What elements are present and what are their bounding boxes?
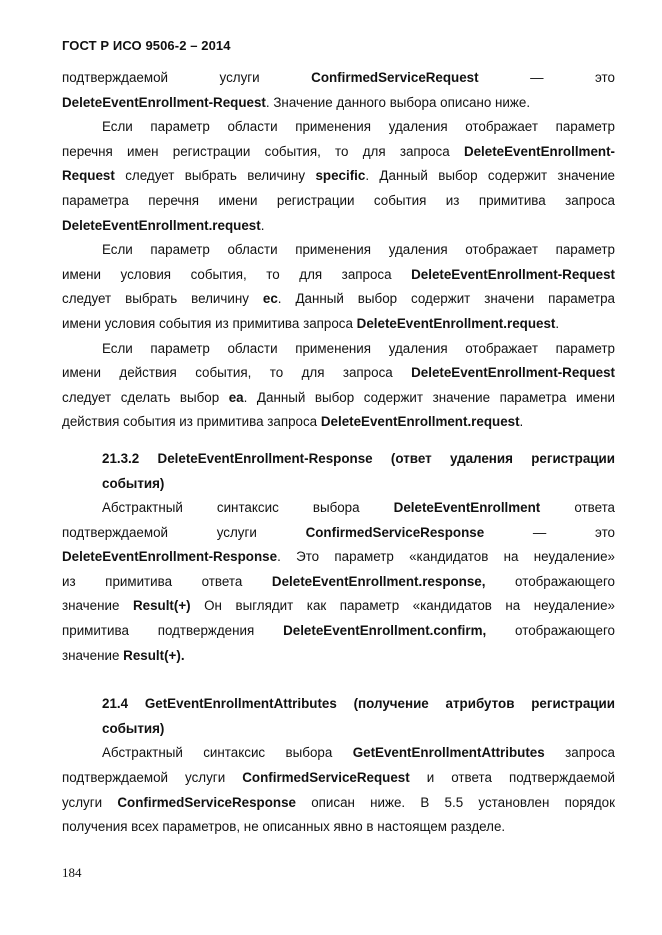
text-line <box>62 619 615 644</box>
text-span: — это <box>484 524 615 540</box>
bold-term: DeleteEventEnrollment.confirm, <box>283 623 487 639</box>
text-span: и ответа подтверждаемой <box>409 770 615 786</box>
text-line <box>62 287 615 312</box>
text-span: . Данный выбор содержит значение <box>365 168 615 184</box>
bold-term: ea <box>228 389 244 405</box>
text-span: Если параметр области применения удаления отображает параметр <box>102 340 615 356</box>
bold-term: 21.4 GetEventEnrollmentAttributes (получение атрибутов регистрации <box>102 696 615 712</box>
text-span: описан ниже. В 5.5 установлен порядок <box>295 794 615 810</box>
bold-term: DeleteEventEnrollment <box>393 500 541 516</box>
text-span: имени условия события из примитива запроса <box>62 315 357 331</box>
text-line <box>62 140 615 165</box>
bold-term: DeleteEventEnrollment.request <box>62 217 261 233</box>
bold-term: события) <box>102 720 165 736</box>
section-heading <box>62 692 615 717</box>
bold-term: DeleteEventEnrollment-Request <box>62 94 266 110</box>
text-span: значение <box>62 598 133 614</box>
text-line <box>62 164 615 189</box>
document-header: ГОСТ Р ИСО 9506-2 – 2014 <box>62 38 231 53</box>
text-span: действия события из примитива запроса <box>62 414 321 430</box>
paragraph-first-line <box>62 741 615 766</box>
text-span: запроса <box>544 745 615 761</box>
text-span: следует выбрать величину <box>62 291 263 307</box>
text-span: имени действия события, то для запроса <box>62 365 412 381</box>
text-span: подтверждаемой услуги <box>62 524 306 540</box>
text-span: услуги <box>168 70 312 85</box>
text-line <box>62 386 615 411</box>
text-line <box>62 570 615 595</box>
text-span: Он выглядит как параметр «кандидатов на неудаление» <box>190 598 615 614</box>
text-span: . Это параметр «кандидатов на неудаление» <box>277 549 615 565</box>
bold-term: DeleteEventEnrollment-Request <box>411 365 615 381</box>
bold-term: DeleteEventEnrollment.request <box>356 315 556 331</box>
bold-term: GetEventEnrollmentAttributes <box>352 745 545 761</box>
text-span: Если параметр области применения удаления отображает параметр <box>102 242 615 258</box>
text-line <box>62 91 615 116</box>
bold-term: 21.3.2 DeleteEventEnrollment-Response (ответ удаления регистрации <box>102 450 615 466</box>
text-line <box>62 815 615 840</box>
text-span: имени условия события, то для запроса <box>62 266 412 282</box>
text-span: подтверждаемой <box>62 70 169 85</box>
text-line <box>62 361 615 386</box>
bold-term: DeleteEventEnrollment.request <box>320 414 520 430</box>
text-line <box>62 594 615 619</box>
bold-term: события) <box>102 475 165 491</box>
text-line <box>62 410 615 435</box>
text-line <box>62 263 615 288</box>
text-span: примитива подтверждения <box>62 623 284 639</box>
text-span: из примитива ответа <box>62 573 272 589</box>
text-line <box>62 644 615 669</box>
text-span: подтверждаемой услуги <box>62 770 243 786</box>
text-line <box>62 189 615 214</box>
text-span: . <box>519 414 524 430</box>
text-span: перечня имен регистрации события, то для запроса <box>62 143 464 159</box>
paragraph-first-line <box>62 496 615 521</box>
text-line <box>62 312 615 337</box>
section-heading <box>62 472 615 497</box>
text-span: Если параметр области применения удаления отображает параметр <box>102 119 615 135</box>
text-line <box>62 66 615 91</box>
text-line <box>62 521 615 546</box>
text-span: . <box>260 217 265 233</box>
text-span: . Данный выбор содержит значение параметра имени <box>243 389 615 405</box>
text-span: — это <box>478 70 615 85</box>
text-span: отображающего <box>485 573 615 589</box>
paragraph-first-line <box>62 115 615 140</box>
text-span: следует сделать выбор <box>62 389 229 405</box>
section-heading <box>62 717 615 742</box>
bold-term: ConfirmedServiceRequest <box>311 70 479 85</box>
bold-term: DeleteEventEnrollment- <box>463 143 615 159</box>
text-span: получения всех параметров, не описанных явно в настоящем разделе. <box>62 819 506 835</box>
text-span: . Значение данного выбора описано ниже. <box>265 94 531 110</box>
bold-term: Result(+). <box>123 647 185 663</box>
text-span: услуги <box>62 794 118 810</box>
section-heading <box>62 447 615 472</box>
bold-term: DeleteEventEnrollment.response, <box>271 573 486 589</box>
text-line <box>62 766 615 791</box>
text-span: параметра перечня имени регистрации события из примитива запроса <box>62 192 615 208</box>
bold-term: Request <box>62 168 115 184</box>
bold-term: Result(+) <box>132 598 191 614</box>
paragraph-first-line <box>62 337 615 362</box>
bold-term: ec <box>262 291 278 307</box>
text-line <box>62 791 615 816</box>
text-span: Абстрактный синтаксис выбора <box>102 500 394 516</box>
body-text <box>62 66 615 840</box>
text-span: Абстрактный синтаксис выбора <box>102 745 353 761</box>
text-span: ответа <box>540 500 615 516</box>
text-span: . Данный выбор содержит значени параметра <box>277 291 615 307</box>
bold-term: ConfirmedServiceResponse <box>305 524 485 540</box>
bold-term: DeleteEventEnrollment-Response <box>62 549 278 565</box>
spacer <box>62 435 615 447</box>
page-number: 184 <box>62 865 82 880</box>
spacer <box>62 668 615 692</box>
text-span: отображающего <box>486 623 615 639</box>
bold-term: ConfirmedServiceResponse <box>117 794 296 810</box>
text-line <box>62 545 615 570</box>
text-line <box>62 214 615 239</box>
text-span: значение <box>62 647 124 663</box>
bold-term: DeleteEventEnrollment-Request <box>411 266 615 282</box>
bold-term: ConfirmedServiceRequest <box>242 770 410 786</box>
bold-term: specific <box>315 168 366 184</box>
text-span: следует выбрать величину <box>114 168 316 184</box>
text-span: . <box>555 315 560 331</box>
paragraph-first-line <box>62 238 615 263</box>
